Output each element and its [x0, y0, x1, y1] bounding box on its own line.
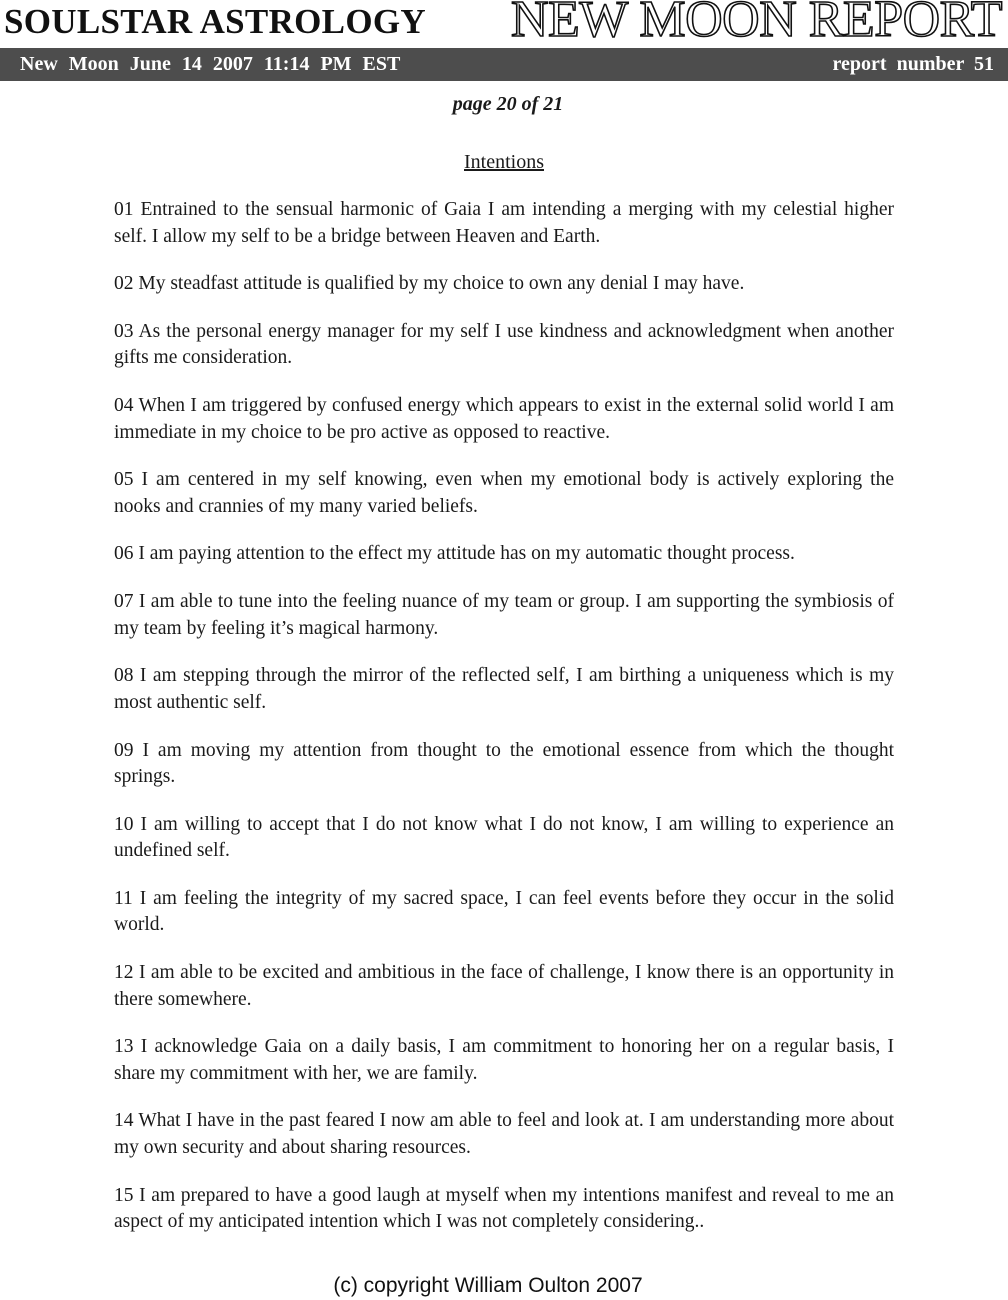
- intention-item: 09 I am moving my attention from thought to the emotional essence from which the thought springs.: [114, 739, 894, 787]
- intention-item: 11 I am feeling the integrity of my sacred space, I can feel events before they occur in the solid world.: [114, 887, 894, 936]
- report-header: [0, 0, 1008, 48]
- intention-item: 02 My steadfast attitude is qualified by my choice to own any denial I may have.: [114, 273, 745, 295]
- info-bar: [0, 48, 1008, 81]
- report-title: NEW MOON REPORT: [510, 0, 1002, 48]
- intention-item: 07 I am able to tune into the feeling nuance of my team or group. I am supporting the symbiosis of my team by feeling it’s magical harmony.: [114, 591, 894, 639]
- intention-item: 01 Entrained to the sensual harmonic of Gaia I am intending a merging with my celestial higher self. I allow my self to be a bridge between Heaven and Earth.: [114, 199, 894, 247]
- intention-item: 12 I am able to be excited and ambitious in the face of challenge, I know there is an opportunity in there somewhere.: [114, 962, 894, 1010]
- report-number: report number 51: [832, 53, 994, 75]
- intention-item: 06 I am paying attention to the effect my attitude has on my automatic thought process.: [114, 543, 795, 565]
- copyright-footer: (c) copyright William Oulton 2007: [333, 1274, 643, 1297]
- intention-item: 08 I am stepping through the mirror of the reflected self, I am birthing a uniqueness which is my most authentic self.: [114, 665, 894, 713]
- new-moon-date: New Moon June 14 2007 11:14 PM EST: [20, 53, 401, 75]
- section-title: Intentions: [464, 151, 544, 173]
- page-indicator: page 20 of 21: [452, 93, 564, 115]
- intention-item: 13 I acknowledge Gaia on a daily basis, I am commitment to honoring her on a regular basis, I share my commitment with her, we are family.: [114, 1036, 894, 1084]
- intentions-list: [114, 197, 894, 1257]
- intention-item: 03 As the personal energy manager for my self I use kindness and acknowledgment when another gifts me consideration.: [114, 320, 894, 369]
- intention-item: 15 I am prepared to have a good laugh at myself when my intentions manifest and reveal to me an aspect of my anticipated intention which I was not completely considering..: [114, 1184, 894, 1233]
- intention-item: 10 I am willing to accept that I do not know what I do not know, I am willing to experience an undefined self.: [114, 813, 894, 862]
- intention-item: 05 I am centered in my self knowing, even when my emotional body is actively exploring the nooks and crannies of my many varied beliefs.: [114, 469, 894, 517]
- intention-item: 04 When I am triggered by confused energy which appears to exist in the external solid world I am immediate in my choice to be pro active as opposed to reactive.: [114, 395, 894, 443]
- intention-item: 14 What I have in the past feared I now am able to feel and look at. I am understanding more about my own security and about sharing resources.: [114, 1110, 894, 1158]
- brand-name: SOULSTAR ASTROLOGY: [4, 2, 426, 41]
